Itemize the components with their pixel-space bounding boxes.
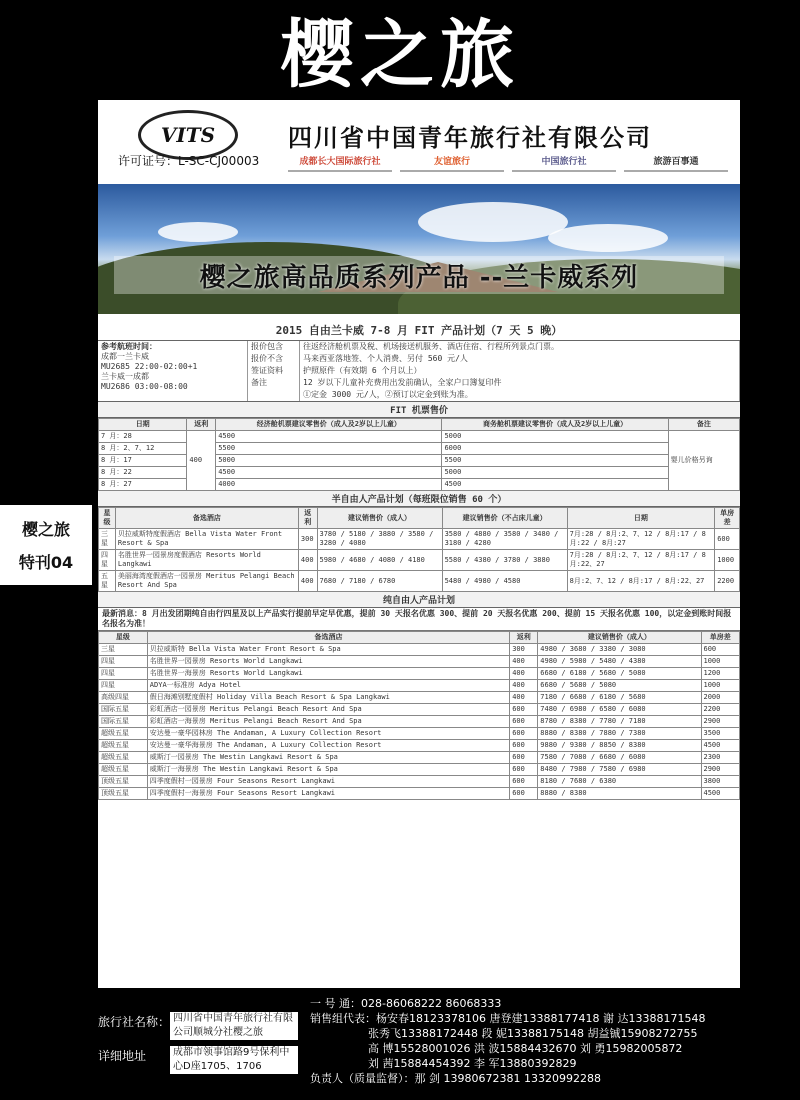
table-row: 三星 贝拉威斯特度假酒店 Bella Vista Water Front Resort & Spa 300 3780 / 5180 / 3880 / 3580 / 3280 / 4080 3580 / 4880 / 3580 / 3480 / 3180 / 4280 7月:28 / 8月:2、7、12 / 8月:17 / 8月:22 / 8月:27 600 [99,529,740,550]
table-row: 顶级五星 四季度假村一海景房 Four Seasons Resort Langkawi 600 8880 / 8380 4500 [99,788,740,800]
license-number: 许可证号：L-SC-CJ00003 [118,154,260,168]
partner-logo: 旅游百事通 [624,150,728,172]
brochure-sheet [98,100,740,988]
partner-logo: 友谊旅行 [400,150,504,172]
partner-logo: 成都长大国际旅行社 [288,150,392,172]
table-row: 7 月：28 400 4500 5000 婴儿价格另询 [99,431,740,443]
flight-times: 参考航班时间： 成都一兰卡威 MU2685 22:00-02:00+1 兰卡威一成都 MU2686 03:00-08:00 [98,341,248,401]
table-row: 五星 美丽海湾度假酒店一园景房 Meritus Pelangi Beach Resort And Spa 400 7680 / 7180 / 6780 5480 / 4980 / 4580 8月:2、7、12 / 8月:17 / 8月:22、27 2200 [99,571,740,592]
table-row: 三星 贝拉威斯特 Bella Vista Water Front Resort & Spa 300 4980 / 3680 / 3380 / 3080 600 [99,644,740,656]
product-plan [98,320,740,940]
table-row: 超级五星 安达曼一豪华海景房 The Andaman, A Luxury Collection Resort 600 9880 / 9380 / 8850 / 8380 4500 [99,740,740,752]
half-plan-table: 星级 备选酒店 返利 建议销售价（成人） 建议销售价（不占床儿童） 日期 单房差 三星 贝拉威斯特度假酒店 Bella Vista Water Front Resort & Spa 300 3780 / 5180 / 3880 / 3580 / 3280 / 4080 3580 / 4880 / 3580 / 3480 / 3180 / 4280 7月:28 / 8月:2、7、12 / 8月:17 / 8月:22 / 8月:27 600 四星 名胜世界一园景房度假酒店 Resorts World Langkawi 400 5980 / 4680 / 4080 / 4180 5580 / 4380 / 3780 / 3880 7月:28 / 8月:2、7、12 / 8月:17 / 8月:22、27 1000 五星 美丽海湾度假酒店一园景房 Meritus Pelangi Beach Resort And Spa 400 7680 / 7180 / 6780 5480 / 4980 / 4580 8月:2、7、12 / 8月:17 / 8月:22、27 2200 [98,507,740,592]
partner-logo: 中国旅行社 [512,150,616,172]
table-row: 国际五星 彩虹酒店一海景房 Meritus Pelangi Beach Resort And Spa 600 8780 / 8380 / 7780 / 7180 2900 [99,716,740,728]
table-row: 顶级五星 四季度假村一园景房 Four Seasons Resort Langkawi 600 8180 / 7680 / 6380 3800 [99,776,740,788]
table-row: 超级五星 威斯汀一海景房 The Westin Langkawi Resort & Spa 600 8480 / 7980 / 7580 / 6980 2900 [99,764,740,776]
table-row: 四星 名胜世界一园景房度假酒店 Resorts World Langkawi 400 5980 / 4680 / 4080 / 4180 5580 / 4380 / 3780 / 3880 7月:28 / 8月:2、7、12 / 8月:17 / 8月:22、27 1000 [99,550,740,571]
full-plan-title: 纯自由人产品计划 [98,592,740,608]
banner-headline: 樱之旅高品质系列产品 --兰卡威系列 [114,256,724,294]
table-row: 8 月：17 5000 5500 [99,455,740,467]
table-row: 四星 ADYA一标准房 Adya Hotel 400 6680 / 5680 / 5080 1000 [99,680,740,692]
fit-table: 日期 返利 经济舱机票建议零售价（成人及2岁以上儿童） 商务舱机票建议零售价（成人及2岁以上儿童） 备注 7 月：28 400 4500 5000 婴儿价格另询 8 月：2、7、12 5500 6000 8 月：17 5000 5500 8 月：22 4500 5000 8 月：27 4000 4500 [98,418,740,491]
page-title: 樱之旅 [280,12,520,98]
contact-footer [0,994,800,1100]
partner-logos [288,150,728,172]
table-row: 国际五星 彩虹酒店一园景房 Meritus Pelangi Beach Resort And Spa 600 7480 / 6980 / 6580 / 6080 2200 [99,704,740,716]
issue-label: 樱之旅 特刊04 [0,505,92,585]
table-row: 8 月：2、7、12 5500 6000 [99,443,740,455]
table-row: 高级四星 假日海滩别墅度假村 Holiday Villa Beach Resort & Spa Langkawi 400 7180 / 6680 / 6180 / 5680 2000 [99,692,740,704]
company-logo: VITS [138,110,238,160]
early-booking-notice: 最新消息：8 月出发团期纯自由行四星及以上产品实行提前早定早优惠，提前 30 天报名优惠 300、提前 20 天报名优惠 200、提前 15 天报名优惠 100，以定金到账时间报名报名为准！ [98,608,740,631]
table-row: 超级五星 安达曼一豪华园林房 The Andaman, A Luxury Collection Resort 600 8880 / 8380 / 7880 / 7380 3500 [99,728,740,740]
sales-contacts: 一 号 通：028-86068222 86068333 销售组代表：杨安春18123378106 唐登建13388177418 谢 达13388171548 张秀飞13388172448 段 妮13388175148 胡益铖15908272755 高 博15528001026 洪 波15884432670 刘 勇15982005872 刘 茜15884454392 李 军13880392829 负责人（质量监督）：那 剑 13980672381 13320992288 [310,997,706,1085]
company-name: 四川省中国青年旅行社有限公司 [288,124,652,152]
table-row: 8 月：27 4000 4500 [99,479,740,491]
plan-title: 2015 自由兰卡威 7-8 月 FIT 产品计划（7 天 5 晚） [98,320,740,341]
resort-banner [98,184,740,314]
fit-title: FIT 机票售价 [98,402,740,418]
agency-info: 旅行社名称： 四川省中国青年旅行社有限公司顺城分社樱之旅 详细地址 成都市领事馆路9号保利中心D座1705、1706 [98,1012,303,1074]
full-plan-table: 星级 备选酒店 返利 建议销售价（成人） 单房差 三星 贝拉威斯特 Bella Vista Water Front Resort & Spa 300 4980 / 3680 / 3380 / 3080 600 四星 名胜世界一园景房 Resorts World Langkawi 400 4980 / 5980 / 5480 / 4380 1000 四星 名胜世界一海景房 Resorts World Langkawi 400 6680 / 6180 / 5680 / 5080 1200 四星 ADYA一标准房 Adya Hotel 400 6680 / 5680 / 5080 1000 高级四星 假日海滩别墅度假村 Holiday Villa Beach Resort & Spa Langkawi 400 7180 / 6680 / 6180 / 5680 2000 国际五星 彩虹酒店一园景房 Meritus Pelangi Beach Resort And Spa 600 7480 / 6980 / 6580 / 6080 2200 国际五星 彩虹酒店一海景房 Meritus Pelangi Beach Resort And Spa 600 8780 / 8380 / 7780 / 7180 2900 超级五星 安达曼一豪华园林房 The Andaman, A Luxury Collection Resort 600 8880 / 8380 / 7880 / 7380 3500 超级五星 安达曼一豪华海景房 The Andaman, A Luxury Collection Resort 600 9880 / 9380 / 8850 / 8380 4500 超级五星 威斯汀一园景房 The Westin Langkawi Resort & Spa 600 7580 / 7080 / 6680 / 6080 2300 超级五星 威斯汀一海景房 The Westin Langkawi Resort & Spa 600 8480 / 7980 / 7580 / 6980 2900 顶级五星 四季度假村一园景房 Four Seasons Resort Langkawi 600 8180 / 7680 / 6380 3800 顶级五星 四季度假村一海景房 Four Seasons Resort Langkawi 600 8880 / 8380 4500 [98,631,740,800]
table-row: 超级五星 威斯汀一园景房 The Westin Langkawi Resort & Spa 600 7580 / 7080 / 6680 / 6080 2300 [99,752,740,764]
table-row: 8 月：22 4500 5000 [99,467,740,479]
half-plan-title: 半自由人产品计划（每班限位销售 60 个） [98,491,740,507]
brochure-header [98,100,740,180]
table-row: 四星 名胜世界一海景房 Resorts World Langkawi 400 6680 / 6180 / 5680 / 5080 1200 [99,668,740,680]
deposit-policy: ①定金 3000 元/人，②预订以定金到账为准。 [300,389,740,401]
table-row: 四星 名胜世界一园景房 Resorts World Langkawi 400 4980 / 5980 / 5480 / 4380 1000 [99,656,740,668]
plan-info: 参考航班时间： 成都一兰卡威 MU2685 22:00-02:00+1 兰卡威一成都 MU2686 03:00-08:00 报价包含 往返经济舱机票及税、机场接送机服务、酒店住宿、行程所列景点门票。 报价不含 马来西亚落地签、个人消费、另付 560 元/人 签证资料 护照原件（有效期 6 个月以上） 备注 12 岁以下儿童补充费用出发前确认，全家户口簿复印件 ①定金 3000 元/人，②预订以定金到账为准。 [98,341,740,402]
